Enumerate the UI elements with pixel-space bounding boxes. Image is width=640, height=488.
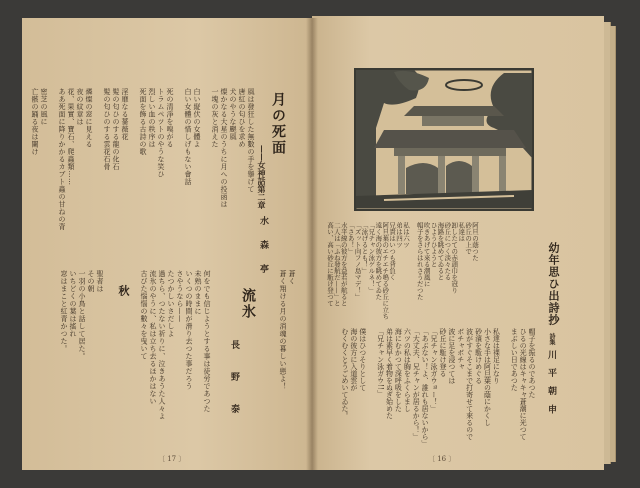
- poem-title: 秋: [117, 285, 130, 298]
- poem-line: 帽子を振るのであつた: [528, 328, 536, 398]
- poem-line: [48, 88, 57, 238]
- poem-author: 長 野 泰: [229, 340, 239, 424]
- poem-line: 淫靡なる薔薇花: [121, 88, 129, 141]
- poem-ending: [278, 270, 296, 430]
- poem-line: 高い、高い砂丘に駈け登つて: [325, 222, 334, 307]
- poem-line: 流氷のやうに、私は立ち去るほかはない: [149, 270, 157, 405]
- poem-line: 「あぶない！よ、誰れも居ないから」: [421, 328, 430, 447]
- book-gutter: [306, 18, 318, 470]
- poem-line: 一羽の小鳥と話して居た。: [78, 270, 86, 360]
- poem-line: 砂丘の上で: [464, 222, 473, 255]
- poem-line: [174, 88, 183, 238]
- poem-line: 「さあ！」: [346, 222, 355, 255]
- poem-line: 小さな手は阿旦葉の蔭にかくし: [483, 328, 492, 426]
- poem-line: 「泳げるとも！」: [360, 222, 369, 274]
- poem-line: ひるの光線はキャキャ蒼潮に光つて: [519, 328, 528, 440]
- page-number: 〔 17 〕: [158, 455, 186, 463]
- poem-line: 阿旦の蔭つた: [471, 222, 479, 261]
- poem-line: むくむくとうごめいてゐた。: [340, 328, 349, 419]
- poem-line: その朝: [87, 270, 95, 293]
- poem-title: 幼年思ひ出詩抄: [547, 242, 560, 326]
- poem-line: いくつの時間が滑り去つた事だろう: [185, 270, 193, 390]
- poem-line: いちどくの葉は搖れ: [69, 270, 77, 338]
- poem-line: 海路を眺めてゐると: [436, 222, 445, 281]
- poem-author: 川 平 朝 申: [546, 350, 556, 417]
- poem-line: 未熟のままに: [194, 270, 202, 315]
- poem-line: 弟は素早く着物をぬぎ始めた: [385, 328, 394, 419]
- poem-author: 水 森 亭: [258, 216, 268, 280]
- poem-line: 犬のやうな颶風: [229, 88, 237, 141]
- poem-line: 私達は: [457, 222, 466, 242]
- poem-line: 蒼く翔ける月の消魂の暮しい戀よ！: [279, 270, 287, 390]
- poem-title: 月の死面: [270, 92, 286, 156]
- poem-line: 波に足を浸つては: [447, 328, 456, 384]
- poem-line: 帽子をさらはれさうだつた: [415, 222, 424, 300]
- gate-lower-roof: [374, 130, 526, 148]
- poem-line: トラムペツトのやうな笑ひ: [157, 88, 165, 178]
- poem-line: 髪の匂ひのする龍の化石: [112, 88, 120, 171]
- woodcut-illustration: [354, 68, 534, 211]
- poem-line: 古びた惱惱の數々を曳いて: [140, 270, 148, 360]
- poem-line: 亡骸の踊る夜は闌け: [31, 88, 39, 156]
- poem-line: 一塊の灰と消えた: [211, 88, 219, 148]
- poem-line: 夜の紋章は: [76, 88, 84, 126]
- poem-line: 波がすぐそこまで打寄せて來るので: [465, 328, 474, 440]
- poem-line: [93, 88, 102, 238]
- page-number: 〔 16 〕: [428, 455, 456, 463]
- poem-line: 白い女體の惜しげもない會話: [184, 88, 192, 186]
- poem-line: 砂丘につく淡々たる: [443, 222, 452, 281]
- poem-line: 過ちら、つたない祈りに、泣きあうた人々よ: [158, 270, 166, 420]
- poem-line: 私は六ツ: [401, 222, 410, 248]
- poem-line: 卸したての赤頭巾を冠り: [450, 222, 459, 294]
- poem-line: 阿旦葉のエチエチ鳴る砂丘に立ち: [381, 222, 390, 320]
- gate-upper-roof: [404, 106, 504, 116]
- poem-line: 遠く海の彼方を眺めてゐた: [374, 222, 383, 300]
- poem-line: 六ツの私は胸をふくらまし: [403, 328, 412, 412]
- poem-body: [56, 270, 104, 370]
- poem-title: 流氷: [240, 288, 256, 320]
- poem-line: 海にむかつて深呼吸をした: [394, 328, 403, 412]
- poem-line: まぶしい日であつた: [510, 328, 519, 391]
- poem-line: 風は發狂した無數の手を擧げて: [247, 88, 255, 193]
- poem-body: [30, 88, 255, 238]
- poem-line: 私達は裸足になり: [492, 328, 501, 384]
- poem-line: 密芝の風に: [40, 88, 48, 126]
- poem-line: 兄貴はいつも背負く: [388, 222, 397, 281]
- poem-line: ひようひようと: [429, 222, 438, 268]
- poem-line: 死の清淨を嗅がる: [166, 88, 174, 148]
- poem-line: 「大丈夫、兄チャンが居るから！」: [412, 328, 421, 440]
- poem-line: 「兄チャン泳ガウ!!」: [376, 328, 385, 397]
- poem-line: 烈しい血の秩序は: [148, 88, 156, 148]
- poem-line: 僕はひつそりとして: [358, 328, 367, 391]
- poem-line: 花、果實、寶石、爬蟲類……: [67, 88, 75, 186]
- poem-line: さやうなら——: [176, 270, 184, 323]
- poem-line: 死面を飾る古詩の歌: [139, 88, 147, 156]
- poem-body: [135, 270, 211, 440]
- poem-line: たつかしいさだしよ: [167, 270, 175, 338]
- poem-prefix: 詩集: [548, 333, 555, 345]
- poem-line: 「兄チャン泳ゲルネ！」: [367, 222, 376, 294]
- poem-line: ああ死面に降りかかるカブト蟲の甘ねの背: [58, 88, 66, 231]
- poem-body-upper: [326, 222, 478, 322]
- poem-subtitle: ——女神話第二章: [257, 145, 267, 209]
- poem-line: [129, 88, 138, 238]
- poem-line: 白い縦伏の女體よ: [193, 88, 201, 148]
- poem-body-lower: [340, 328, 536, 450]
- poem-line: 髪の匂ひのする雲花石骨: [103, 88, 111, 171]
- poem-line: 二人は「ふね發航だ——」と: [332, 222, 341, 307]
- poem-line: 海の彼方に入道雲が: [349, 328, 358, 391]
- poem-line: 水平線の彼方を益若が航ると: [339, 222, 348, 307]
- poem-line: 蒼く: [288, 270, 296, 285]
- poem-line: 窓はまこと紅青かつた。: [60, 270, 68, 353]
- poem-line: 何をでも信じようとする事は徒労であつた: [203, 270, 211, 413]
- poem-line: 弟は四ツ: [395, 222, 404, 248]
- poem-line: 砂濱を駈けめぐる: [474, 328, 483, 384]
- poem-line: 燐燦の窓に見える: [85, 88, 93, 148]
- poem-line: [409, 222, 416, 322]
- poem-line: [500, 328, 509, 450]
- poem-line: 燦かなる大星のうちに月への投函は: [220, 88, 228, 208]
- poem-line: 唐紅の匂ひを求め: [238, 88, 246, 148]
- poem-line: [201, 88, 210, 238]
- poem-line: 「ズット向フノ島マデ！」: [353, 222, 362, 300]
- poem-line: 砂丘に駈け登る: [438, 328, 447, 377]
- page-edges: [610, 26, 616, 462]
- poem-line: 「兄チャン泳ガウョー！」: [430, 328, 439, 412]
- poem-line: ボチャボチャ: [456, 328, 465, 370]
- poem-line: 聖者は: [96, 270, 104, 293]
- poem-line: [367, 328, 376, 450]
- poem-line: 吹きあげて來る潮風に: [422, 222, 431, 287]
